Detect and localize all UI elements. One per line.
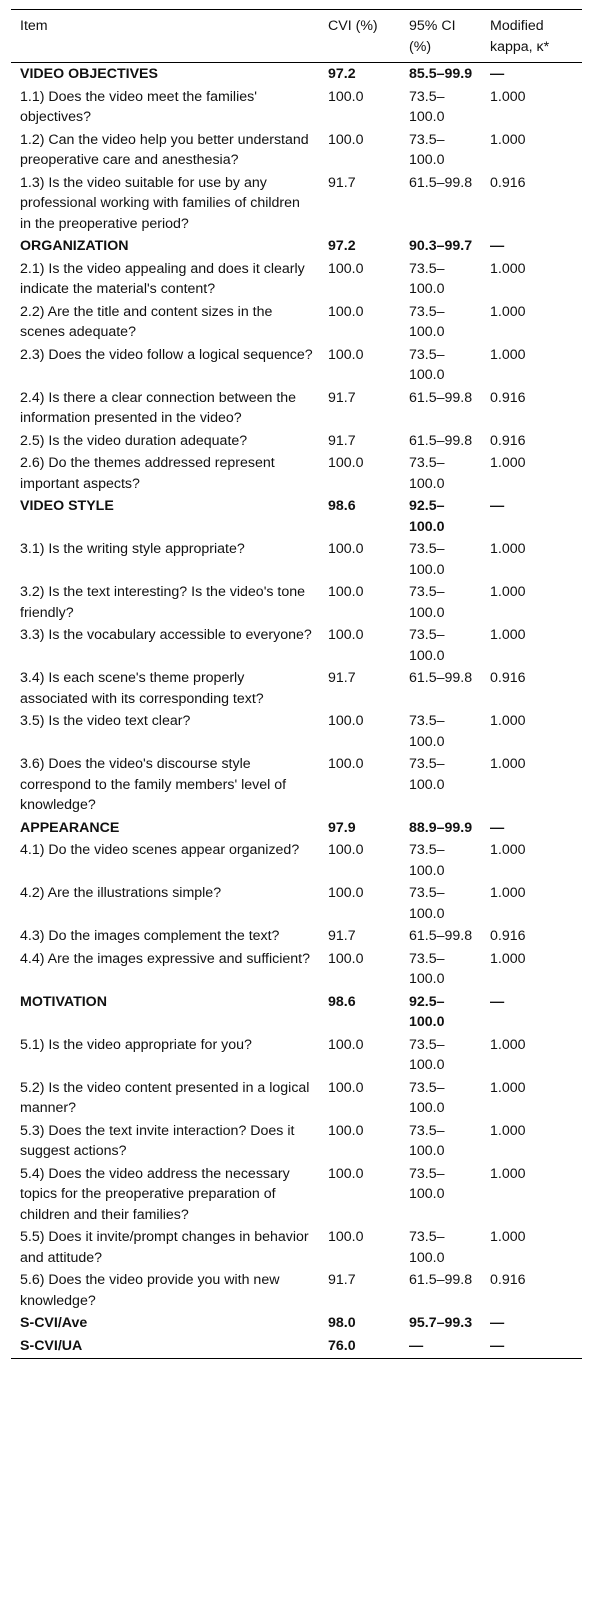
kappa-cell: —: [490, 238, 505, 254]
cvi-cell: 76.0: [328, 1337, 356, 1354]
ci-cell: 88.9–99.9: [409, 819, 473, 836]
ci-cell: 73.5–100.0: [409, 88, 445, 125]
kappa-cell: 0.916: [490, 928, 526, 944]
cvi-cell: 100.0: [328, 713, 364, 729]
ci-cell: 73.5–100.0: [409, 303, 445, 340]
cvi-cell: 91.7: [328, 389, 356, 406]
kappa-cell: 1.000: [490, 1165, 526, 1182]
table-row: [11, 452, 582, 495]
kappa-cell: 1.000: [490, 1036, 526, 1053]
table-row: [11, 1163, 582, 1227]
cvi-cell: 100.0: [328, 950, 364, 967]
cvi-cell: 100.0: [328, 303, 364, 320]
section-row: [11, 1335, 582, 1359]
ci-cell: 73.5–100.0: [409, 346, 445, 383]
cvi-cell: 100.0: [328, 1165, 364, 1182]
table-row: [11, 839, 582, 882]
ci-cell: 73.5–100.0: [409, 950, 445, 987]
kappa-cell: —: [490, 993, 505, 1010]
table-row: [11, 344, 582, 387]
table-row: [11, 387, 582, 430]
table-row: [11, 667, 582, 710]
item-cell: 4.4) Are the images expressive and sufficient?: [20, 950, 310, 967]
cvi-cell: 97.2: [328, 66, 356, 82]
ci-cell: 95.7–99.3: [409, 1315, 473, 1331]
item-cell: 1.2) Can the video help you better understand preoperative care and anesthesia?: [20, 131, 309, 168]
cvi-table: [11, 9, 582, 1359]
kappa-cell: 1.000: [490, 455, 526, 471]
kappa-cell: —: [490, 1337, 505, 1354]
ci-cell: 73.5–100.0: [409, 713, 445, 750]
ci-cell: 61.5–99.8: [409, 389, 473, 406]
item-cell: S-CVI/UA: [20, 1337, 83, 1354]
item-cell: 3.3) Is the vocabulary accessible to everyone?: [20, 627, 312, 643]
cvi-table-container: [11, 9, 582, 1359]
ci-cell: 73.5–100.0: [409, 756, 445, 793]
item-cell: MOTIVATION: [20, 993, 107, 1010]
table-row: [11, 925, 582, 948]
item-cell: 5.3) Does the text invite interaction? Does it suggest actions?: [20, 1122, 295, 1159]
table-row: [11, 1226, 582, 1269]
table-row: [11, 129, 582, 172]
cvi-cell: 100.0: [328, 1229, 364, 1245]
header-row: [11, 10, 582, 63]
ci-cell: 61.5–99.8: [409, 174, 473, 191]
item-cell: VIDEO OBJECTIVES: [20, 66, 158, 82]
table-row: [11, 258, 582, 301]
kappa-cell: 1.000: [490, 1079, 526, 1096]
item-cell: 2.3) Does the video follow a logical sequence?: [20, 346, 313, 363]
cvi-cell: 100.0: [328, 131, 364, 148]
item-cell: 1.1) Does the video meet the families' objectives?: [20, 88, 257, 125]
table-row: [11, 882, 582, 925]
kappa-cell: 0.916: [490, 389, 526, 406]
ci-cell: 73.5–100.0: [409, 541, 445, 578]
ci-cell: 73.5–100.0: [409, 1165, 445, 1202]
kappa-cell: 1.000: [490, 627, 526, 643]
item-cell: VIDEO STYLE: [20, 498, 114, 514]
item-cell: ORGANIZATION: [20, 238, 129, 254]
cvi-cell: 91.7: [328, 174, 356, 191]
section-row: [11, 495, 582, 538]
table-row: [11, 753, 582, 817]
item-cell: 4.1) Do the video scenes appear organized?: [20, 842, 300, 858]
item-cell: 2.6) Do the themes addressed represent important aspects?: [20, 455, 275, 492]
item-cell: 2.1) Is the video appealing and does it clearly indicate the material's content?: [20, 260, 305, 297]
cvi-cell: 100.0: [328, 885, 364, 901]
item-cell: 3.4) Is each scene's theme properly associated with its corresponding text?: [20, 670, 264, 707]
kappa-cell: 0.916: [490, 432, 526, 449]
ci-cell: 73.5–100.0: [409, 1229, 445, 1266]
section-row: [11, 1312, 582, 1335]
ci-cell: —: [409, 1337, 424, 1354]
item-cell: 5.5) Does it invite/prompt changes in behavior and attitude?: [20, 1229, 309, 1266]
cvi-cell: 100.0: [328, 346, 364, 363]
item-cell: 4.2) Are the illustrations simple?: [20, 885, 222, 901]
ci-cell: 61.5–99.8: [409, 670, 473, 686]
table-row: [11, 581, 582, 624]
kappa-cell: 1.000: [490, 1229, 526, 1245]
cvi-cell: 100.0: [328, 584, 364, 600]
section-row: [11, 817, 582, 840]
section-row: [11, 235, 582, 258]
section-row: [11, 63, 582, 86]
kappa-cell: 1.000: [490, 584, 526, 600]
table-row: [11, 710, 582, 753]
header-item: Item: [20, 18, 48, 34]
header-ci: 95% CI (%): [409, 18, 456, 55]
kappa-cell: 0.916: [490, 1272, 526, 1288]
table-body: [11, 63, 582, 1359]
cvi-cell: 100.0: [328, 1036, 364, 1053]
item-cell: 5.2) Is the video content presented in a logical manner?: [20, 1079, 310, 1116]
kappa-cell: 1.000: [490, 303, 526, 320]
item-cell: 5.1) Is the video appropriate for you?: [20, 1036, 252, 1053]
kappa-cell: 1.000: [490, 131, 526, 148]
table-header: [11, 10, 582, 63]
item-cell: S-CVI/Ave: [20, 1315, 88, 1331]
ci-cell: 73.5–100.0: [409, 1036, 445, 1073]
cvi-cell: 100.0: [328, 842, 364, 858]
section-row: [11, 991, 582, 1034]
kappa-cell: 1.000: [490, 713, 526, 729]
item-cell: 5.4) Does the video address the necessary topics for the preoperative preparation of children and their families?: [20, 1165, 290, 1223]
kappa-cell: 0.916: [490, 174, 526, 191]
cvi-cell: 91.7: [328, 432, 356, 449]
ci-cell: 73.5–100.0: [409, 885, 445, 922]
cvi-cell: 100.0: [328, 1079, 364, 1096]
cvi-cell: 100.0: [328, 88, 364, 105]
item-cell: 2.4) Is there a clear connection between the information presented in the video?: [20, 389, 297, 426]
item-cell: 2.2) Are the title and content sizes in the scenes adequate?: [20, 303, 273, 340]
kappa-cell: —: [490, 819, 505, 836]
ci-cell: 90.3–99.7: [409, 238, 473, 254]
kappa-cell: —: [490, 1315, 505, 1331]
kappa-cell: —: [490, 498, 505, 514]
table-row: [11, 1077, 582, 1120]
table-row: [11, 430, 582, 453]
cvi-cell: 98.6: [328, 498, 356, 514]
ci-cell: 92.5–100.0: [409, 993, 445, 1030]
table-row: [11, 624, 582, 667]
kappa-cell: —: [490, 66, 505, 82]
ci-cell: 73.5–100.0: [409, 627, 445, 664]
item-cell: 3.5) Is the video text clear?: [20, 713, 191, 729]
cvi-cell: 98.6: [328, 993, 356, 1010]
table-row: [11, 86, 582, 129]
ci-cell: 73.5–100.0: [409, 131, 445, 168]
cvi-cell: 91.7: [328, 1272, 356, 1288]
table-row: [11, 301, 582, 344]
kappa-cell: 1.000: [490, 260, 526, 277]
item-cell: APPEARANCE: [20, 819, 120, 836]
item-cell: 3.1) Is the writing style appropriate?: [20, 541, 245, 557]
header-cvi: CVI (%): [328, 18, 378, 34]
ci-cell: 73.5–100.0: [409, 260, 445, 297]
table-row: [11, 172, 582, 236]
table-row: [11, 948, 582, 991]
item-cell: 2.5) Is the video duration adequate?: [20, 432, 248, 449]
kappa-cell: 0.916: [490, 670, 526, 686]
kappa-cell: 1.000: [490, 885, 526, 901]
cvi-cell: 91.7: [328, 928, 356, 944]
ci-cell: 73.5–100.0: [409, 455, 445, 492]
kappa-cell: 1.000: [490, 842, 526, 858]
cvi-cell: 100.0: [328, 756, 364, 772]
kappa-cell: 1.000: [490, 541, 526, 557]
ci-cell: 73.5–100.0: [409, 584, 445, 621]
cvi-cell: 100.0: [328, 455, 364, 471]
cvi-cell: 100.0: [328, 260, 364, 277]
table-row: [11, 1120, 582, 1163]
cvi-cell: 97.9: [328, 819, 356, 836]
kappa-cell: 1.000: [490, 756, 526, 772]
header-kappa: Modified kappa, κ*: [490, 18, 550, 55]
kappa-cell: 1.000: [490, 1122, 526, 1139]
item-cell: 5.6) Does the video provide you with new knowledge?: [20, 1272, 280, 1309]
cvi-cell: 97.2: [328, 238, 356, 254]
item-cell: 3.6) Does the video's discourse style correspond to the family members' level of knowledge?: [20, 756, 287, 813]
ci-cell: 85.5–99.9: [409, 66, 473, 82]
ci-cell: 73.5–100.0: [409, 1079, 445, 1116]
cvi-cell: 91.7: [328, 670, 356, 686]
table-row: [11, 538, 582, 581]
ci-cell: 92.5–100.0: [409, 498, 445, 535]
item-cell: 4.3) Do the images complement the text?: [20, 928, 280, 944]
cvi-cell: 100.0: [328, 627, 364, 643]
item-cell: 1.3) Is the video suitable for use by any professional working with families of children in the preoperative period?: [20, 174, 300, 232]
kappa-cell: 1.000: [490, 88, 526, 105]
ci-cell: 61.5–99.8: [409, 1272, 473, 1288]
ci-cell: 61.5–99.8: [409, 432, 473, 449]
ci-cell: 61.5–99.8: [409, 928, 473, 944]
cvi-cell: 100.0: [328, 1122, 364, 1139]
item-cell: 3.2) Is the text interesting? Is the video's tone friendly?: [20, 584, 306, 621]
ci-cell: 73.5–100.0: [409, 1122, 445, 1159]
table-row: [11, 1034, 582, 1077]
kappa-cell: 1.000: [490, 950, 526, 967]
kappa-cell: 1.000: [490, 346, 526, 363]
cvi-cell: 100.0: [328, 541, 364, 557]
cvi-cell: 98.0: [328, 1315, 356, 1331]
table-row: [11, 1269, 582, 1312]
ci-cell: 73.5–100.0: [409, 842, 445, 879]
